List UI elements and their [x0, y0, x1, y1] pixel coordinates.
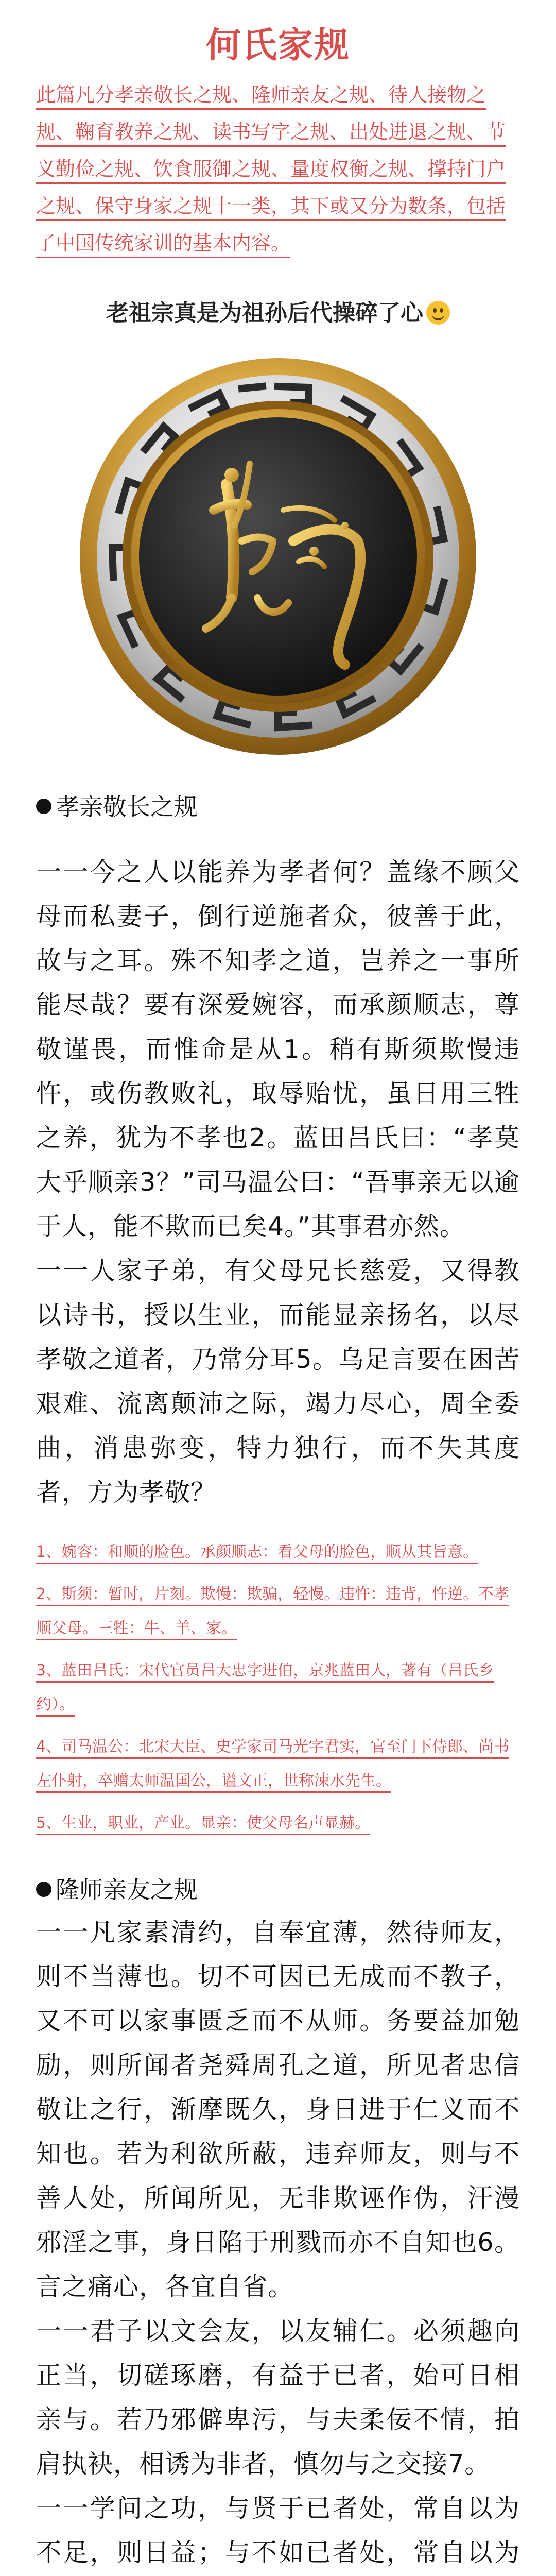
subtitle-text: 老祖宗真是为祖孙后代操碎了心 [106, 300, 423, 326]
emblem-container [0, 355, 556, 757]
intro-paragraph [36, 76, 520, 262]
footnote-text: 5、生业，职业，产业。显亲：使父母名声显赫。 [36, 1814, 370, 1835]
footnote [36, 1806, 520, 1840]
smile-emoji-icon [426, 301, 450, 325]
footnote-text: 2、斯须：暂时，片刻。欺慢：欺骗，轻慢。违忤：违背，忤逆。不孝顺父母。三牲：牛、羊、家。 [36, 1585, 509, 1640]
paragraph: 一一凡家素清约，自奉宜薄，然待师友，则不当薄也。切不可因已无成而不教子，又不可以家事匮乏而不从师。务要益加勉励，则所闻者尧舜周孔之道，所见者忠信敬让之行，渐摩既久，身日进于仁义而不知也。若为利欲所蔽，违弃师友，则与不善人处，所闻所见，无非欺诬作伪，汗漫邪淫之事，身日陷于刑戮而亦不自知也6。言之痛心，各宜自省。 [36, 1918, 520, 2301]
footnote [36, 1654, 520, 1722]
section-heading-text: 孝亲敬长之规 [56, 793, 198, 821]
paragraph: 一一人家子弟，有父母兄长慈爱，又得教以诗书，授以生业，而能显亲扬名，以尽孝敬之道者，乃常分耳5。乌足言要在困苦艰难、流离颠沛之际，竭力尽心，周全委曲，消患弥变，特力独行，而不失其度者，方为孝敬？ [36, 1256, 520, 1507]
page-title: 何氏家规 [205, 25, 350, 66]
section-heading-text: 隆师亲友之规 [56, 1876, 198, 1904]
footnote [36, 1730, 520, 1798]
paragraph: 一一学问之功，与贤于已者处，常自以为不足，则日益；与不如已者处，常自以为 [36, 2494, 520, 2567]
footnote-text: 4、司马温公：北宋大臣、史学家司马光字君实，官至门下侍郎、尚书左仆射，卒赠太师温国公，谥文正，世称涑水先生。 [36, 1738, 509, 1793]
bullet-icon [36, 1882, 51, 1897]
footnote [36, 1578, 520, 1646]
section-heading-teachers [36, 1873, 520, 1906]
footnote-text: 3、蓝田吕氏：宋代官员吕大忠字进伯，京兆蓝田人，著有（吕氏乡约）。 [36, 1662, 494, 1717]
paragraph: 一一君子以文会友，以友辅仁。必须趣向正当，切磋琢磨，有益于已者，始可日相亲与。若乃邪僻卑污，与夫柔佞不情，拍肩执袂，相诱为非者，慎勿与之交接7。 [36, 2316, 520, 2479]
footnote-text: 1、婉容：和顺的脸色。承颜顺志：看父母的脸色，顺从其旨意。 [36, 1543, 478, 1564]
paragraph: 一一今之人以能养为孝者何？盖缘不顾父母而私妻子，倒行逆施者众，彼善于此，故与之耳。殊不知孝之道，岂养之一事所能尽哉？要有深爱婉容，而承颜顺志，尊敬谨畏，而惟命是从1。稍有斯须欺慢违忤，或伤教败礼，取辱贻忧，虽日用三牲之养，犹为不孝也2。蓝田吕氏曰：“孝莫大乎顺亲3？”司马温公曰：“吾事亲无以逾于人，能不欺而已矣4。”其事君亦然。 [36, 857, 520, 1241]
footnotes [36, 1535, 520, 1840]
intro-text: 此篇凡分孝亲敬长之规、隆师亲友之规、待人接物之规、鞠育教养之规、读书写字之规、出处进退之规、节义勤俭之规、饮食服御之规、量度权衡之规、撑持门户之规、保守身家之规十一类，其下或又分为数条，包括了中国传统家训的基本内容。 [36, 83, 506, 258]
footnote [36, 1535, 520, 1569]
section-heading-filial [36, 790, 520, 823]
subtitle [0, 298, 556, 329]
he-surname-seal-icon [77, 355, 479, 757]
bullet-icon [36, 799, 51, 814]
